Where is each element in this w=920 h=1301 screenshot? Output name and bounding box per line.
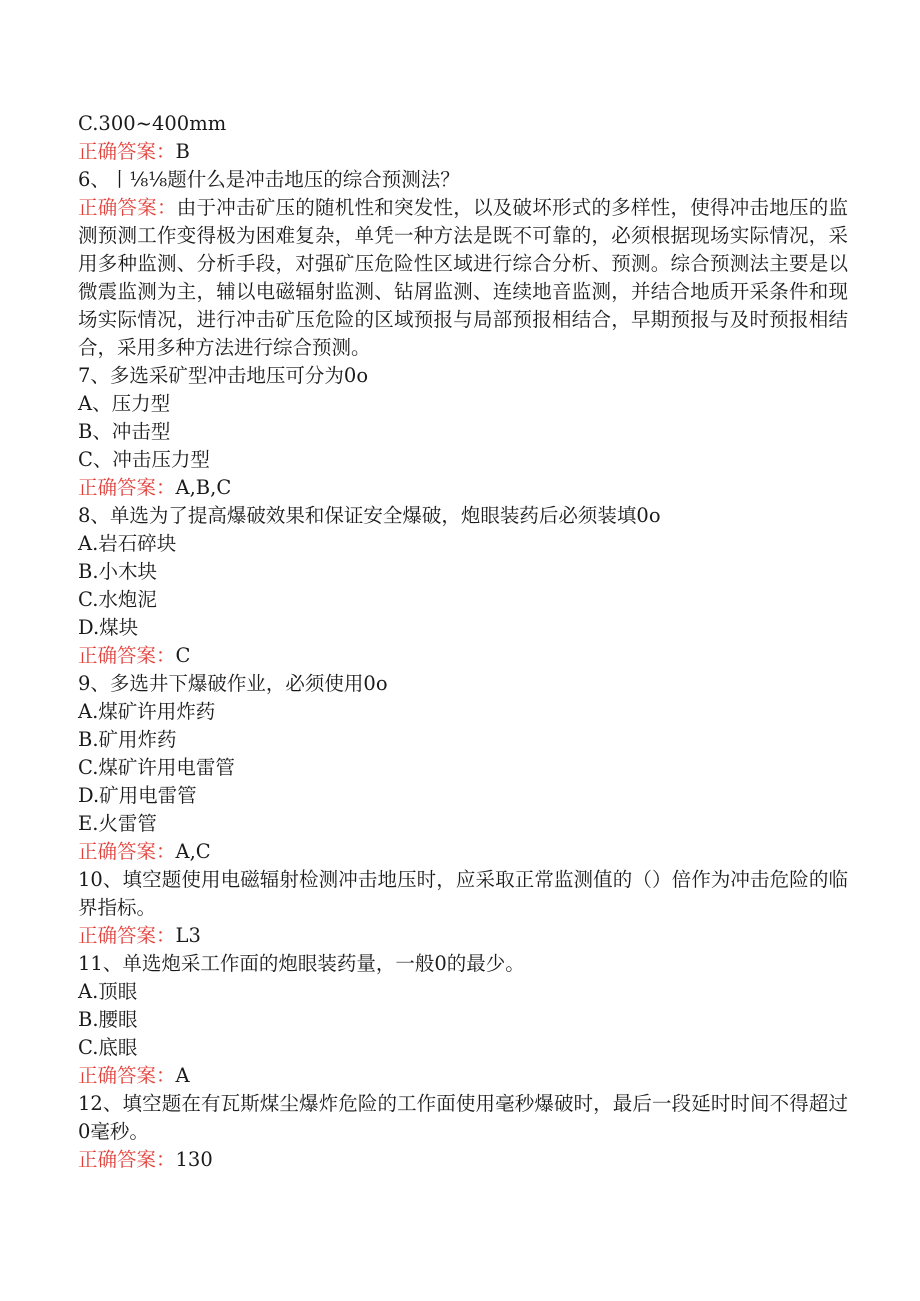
option-line: D.矿用电雷管 [78,784,197,807]
option-line: A.顶眼 [78,980,138,1003]
option-line: C.水炮泥 [78,588,157,611]
answer-line [78,194,848,362]
option-line: B.矿用炸药 [78,728,177,751]
answer-label: 正确答案： [78,476,176,499]
option-line: A.煤矿许用炸药 [78,700,216,723]
answer-label: 正确答案： [78,840,176,863]
answer-line [78,838,848,866]
question-stem: 9、多选井下爆破作业，必须使用0o [78,672,388,695]
option-line: A.岩石碎块 [78,532,177,555]
answer-value: C [175,644,191,667]
document-page [78,110,848,1174]
answer-line [78,642,848,670]
answer-value: A,C [175,840,211,863]
option-line: B.小木块 [78,560,158,583]
question-stem: 12、填空题在有瓦斯煤尘爆炸危险的工作面使用毫秒爆破时，最后一段延时时间不得超过0毫秒。 [78,1092,848,1143]
answer-line [78,474,848,502]
answer-value: L3 [175,924,201,947]
question-stem: 11、单选炮采工作面的炮眼装药量，一般0的最少。 [78,952,525,975]
answer-label: 正确答案： [78,1148,176,1171]
question-stem: 6、丨⅛⅛题什么是冲击地压的综合预测法？ [78,168,460,191]
answer-label: 正确答案： [78,140,176,163]
answer-label: 正确答案： [78,644,176,667]
option-line: C.底眼 [78,1036,138,1059]
answer-value: 130 [175,1148,213,1171]
option-line: C.煤矿许用电雷管 [78,756,235,779]
option-line: B.腰眼 [78,1008,138,1031]
question-stem: 7、多选采矿型冲击地压可分为0o [78,364,369,387]
option-line: C.300~400mm [78,112,227,135]
answer-line [78,922,848,950]
answer-value: A [175,1064,190,1087]
answer-label: 正确答案： [78,1064,176,1087]
option-line: B、冲击型 [78,420,171,443]
answer-label: 正确答案： [78,924,176,947]
question-stem: 10、填空题使用电磁辐射检测冲击地压时，应采取正常监测值的（）倍作为冲击危险的临界指标。 [78,868,848,919]
option-line: D.煤块 [78,616,139,639]
option-line: E.火雷管 [78,812,157,835]
answer-value: B [175,140,190,163]
answer-line [78,1062,848,1090]
answer-line [78,1146,848,1174]
answer-line [78,138,848,166]
answer-label: 正确答案： [78,196,177,219]
answer-value: A,B,C [175,476,232,499]
answer-value: 由于冲击矿压的随机性和突发性，以及破坏形式的多样性，使得冲击地压的监测预测工作变得极为困难复杂，单凭一种方法是既不可靠的，必须根据现场实际情况，采用多种监测、分析手段，对强矿压危险性区域进行综合分析、预测。综合预测法主要是以微震监测为主，辅以电磁辐射监测、钻屑监测、连续地音监测，并结合地质开采条件和现场实际情况，进行冲击矿压危险的区域预报与局部预报相结合，早期预报与及时预报相结合，采用多种方法进行综合预测。 [78,196,848,359]
option-line: C、冲击压力型 [78,448,210,471]
question-stem: 8、单选为了提高爆破效果和保证安全爆破，炮眼装药后必须装填0o [78,504,661,527]
option-line: A、压力型 [78,392,171,415]
